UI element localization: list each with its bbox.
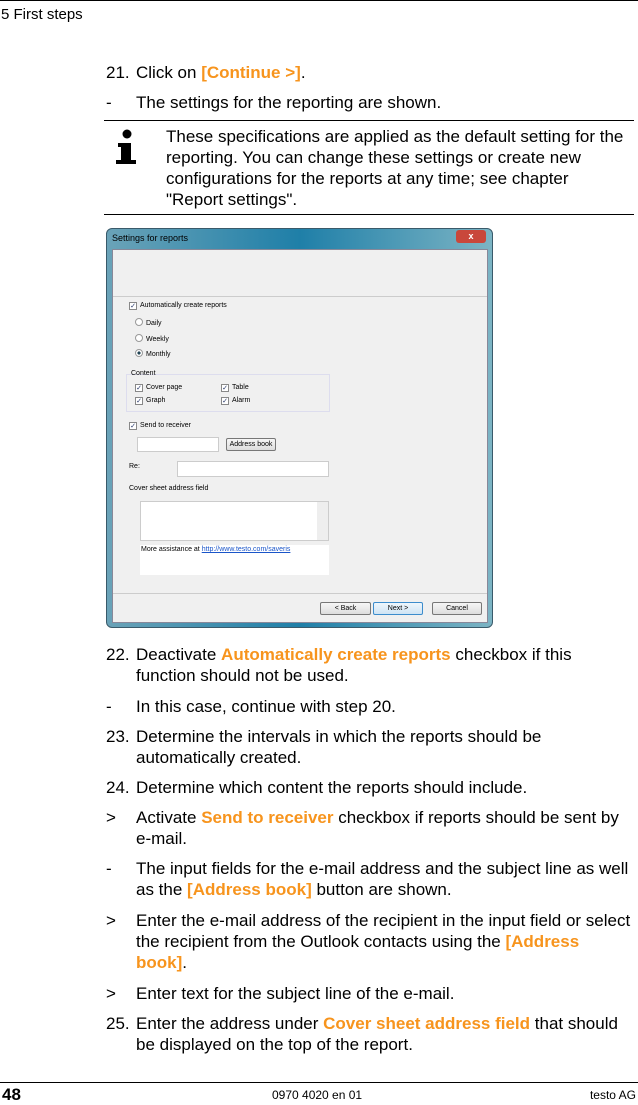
cover-page-checkbox[interactable]: ✓ Cover page [136,384,183,392]
page-number: 48 [2,1085,21,1104]
section-title: 5 First steps [1,6,83,23]
daily-radio[interactable] [135,318,162,327]
step-number: 22. [106,645,130,664]
highlight: [Continue >] [201,63,301,82]
table-checkbox[interactable]: ✓ Table [222,384,249,392]
content-group [126,374,330,412]
re-label: Re: [129,463,140,470]
step-25 [106,1013,631,1055]
bullet: > [106,984,116,1003]
text: that should be displayed on the top of the report. [136,1014,618,1054]
info-icon [114,129,138,165]
page-footer [0,1082,638,1104]
step-number: 21. [106,63,130,82]
divider [113,593,487,594]
highlight: Cover sheet address field [323,1014,531,1033]
graph-checkbox[interactable]: ✓ Graph [136,397,166,405]
company: testo AG [589,1088,636,1102]
step-22-result [106,696,631,717]
info-text: These specifications are applied as the default setting for the reporting. You can change these settings or create new configurations for the reports at any time; see chapter "Report settings". [166,127,624,209]
dialog-title: Settings for reports [112,233,189,243]
step-22 [106,644,631,686]
text: The settings for the reporting are shown. [136,93,442,112]
text: . [182,953,188,972]
label: Monthly [146,351,171,358]
back-button[interactable]: < Back [320,602,371,615]
label: Daily [146,320,162,327]
text: More assistance at [141,546,202,553]
subject-input[interactable] [177,461,329,477]
text: Activate [136,808,202,827]
info-box [104,120,634,215]
text: checkbox if reports should be sent by e-mail. [136,808,619,848]
text: Determine which content the reports should include. [136,778,528,797]
send-to-receiver-checkbox[interactable]: ✓ Send to receiver [130,422,191,430]
bullet: - [106,859,112,878]
bullet: > [106,808,116,827]
text: button are shown. [311,880,452,899]
cover-address-textarea[interactable] [140,501,329,541]
action-email [106,910,631,973]
label: Weekly [146,336,169,343]
bullet: - [106,93,112,112]
text: Deactivate [136,645,222,664]
monthly-radio[interactable] [135,349,171,358]
result-fields [106,858,631,900]
content-label: Content [131,370,156,377]
step-number: 24. [106,778,130,797]
doc-number: 0970 4020 en 01 [272,1088,363,1102]
highlight: Automatically create reports [221,645,451,664]
step-number: 23. [106,727,130,746]
text: Determine the intervals in which the reports should be automatically created. [136,727,542,767]
highlight: [Address book] [136,932,580,972]
page-header [0,0,638,23]
address-book-button[interactable]: Address book [226,438,276,451]
label: Automatically create reports [140,302,227,309]
text: Enter the address under [136,1014,324,1033]
assistance-box [140,545,329,575]
close-button[interactable]: x [456,230,486,243]
text: checkbox if this function should not be used. [136,645,572,685]
auto-create-checkbox[interactable]: ✓ Automatically create reports [130,302,227,310]
settings-dialog-screenshot [106,228,493,628]
divider [113,296,487,297]
step-21-result [106,92,631,113]
bullet: - [106,697,112,716]
cancel-button[interactable]: Cancel [432,602,482,615]
weekly-radio[interactable] [135,334,169,343]
text: In this case, continue with step 20. [136,697,396,716]
text: Click on [136,63,202,82]
next-button[interactable]: Next > [373,602,423,615]
text: . [300,63,306,82]
step-24 [106,777,631,798]
step-21 [106,62,631,83]
text: Enter the e-mail address of the recipient in the input field or select the recipient from the Outlook contacts using the [136,911,631,951]
text: Enter text for the subject line of the e-mail. [136,984,455,1003]
highlight: Send to receiver [201,808,334,827]
email-input[interactable] [137,437,219,452]
scrollbar[interactable] [317,502,328,540]
bullet: > [106,911,116,930]
action-send [106,807,631,849]
step-23 [106,726,631,768]
highlight: [Address book] [187,880,312,899]
step-number: 25. [106,1014,130,1033]
action-subject [106,983,631,1004]
alarm-checkbox[interactable]: ✓ Alarm [222,397,251,405]
text: The input fields for the e-mail address and the subject line as well as the [136,859,629,899]
help-link[interactable]: http://www.testo.com/saveris [201,546,291,553]
cover-field-label: Cover sheet address field [129,485,209,492]
